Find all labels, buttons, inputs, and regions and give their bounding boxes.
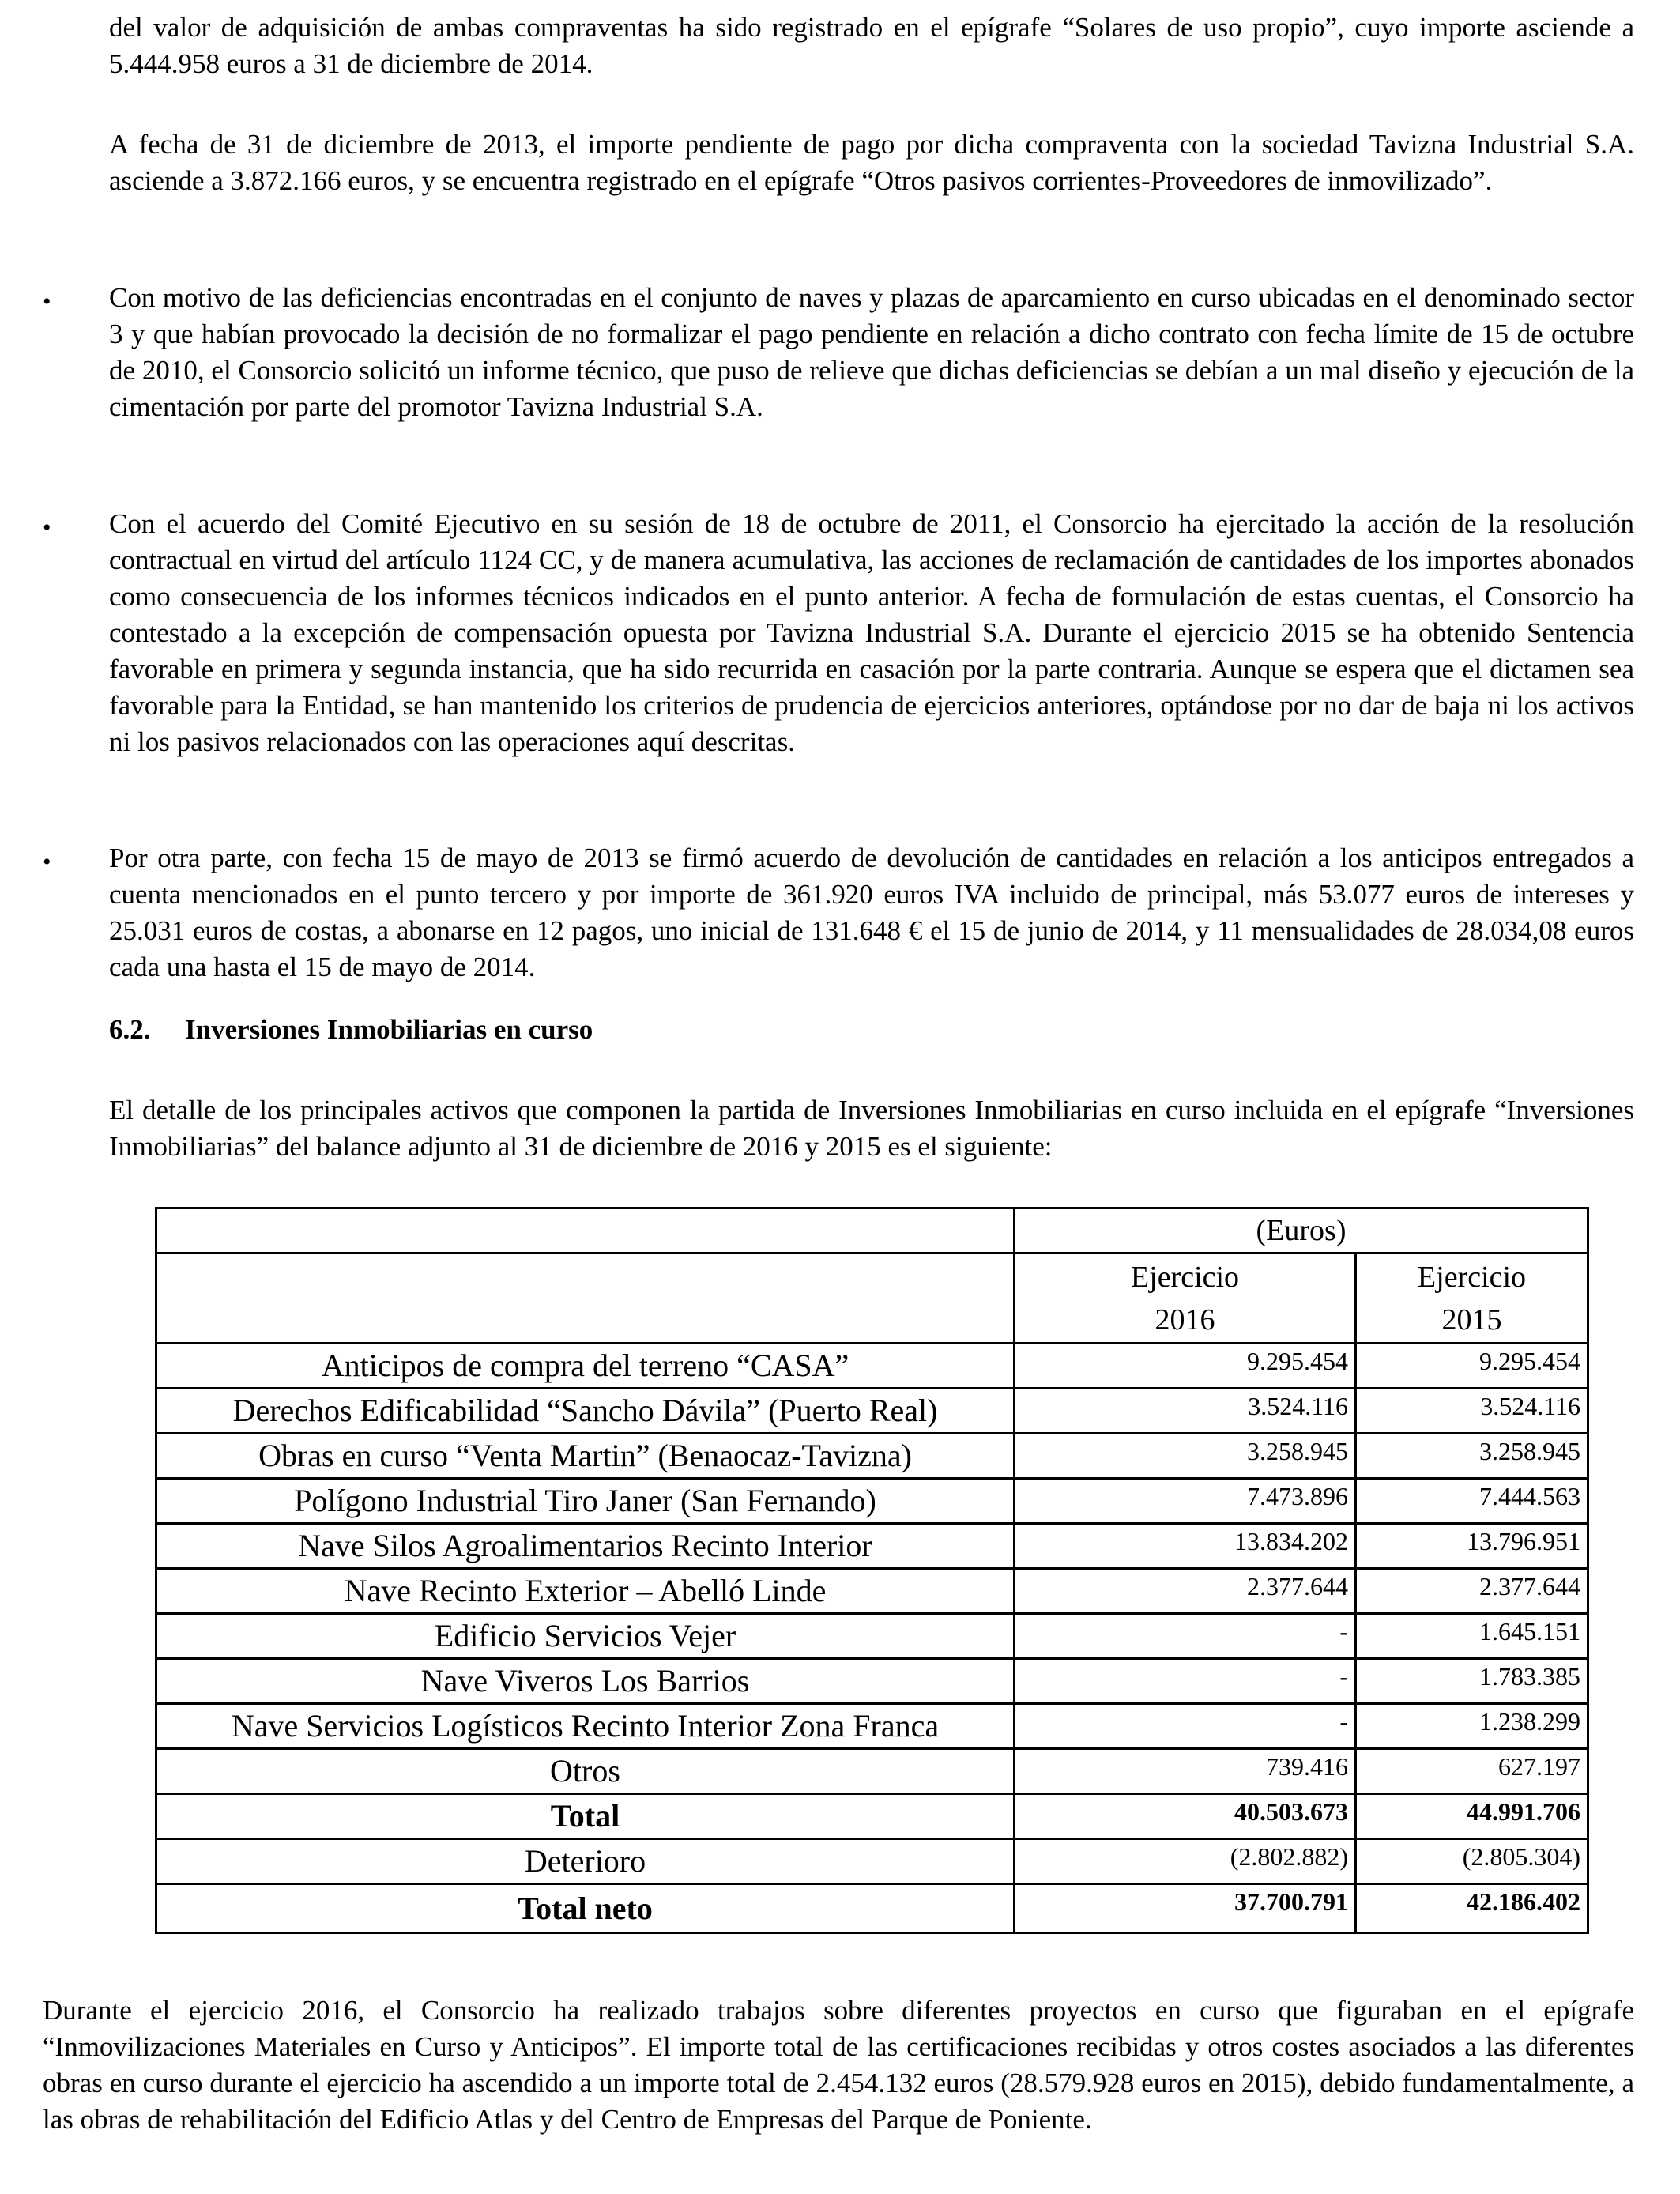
- value-2015: 3.524.116: [1356, 1389, 1588, 1434]
- inversiones-table: [155, 1207, 1589, 1934]
- table-row: [156, 1749, 1588, 1794]
- value-2016: (2.802.882): [1015, 1839, 1356, 1884]
- table-row: [156, 1614, 1588, 1659]
- column-header-line: Ejercicio: [1130, 1260, 1240, 1294]
- paragraph-intro-table: El detalle de los principales activos que componen la partida de Inversiones Inmobiliarias en curso incluida en el epígrafe “Inversiones Inmobiliarias” del balance adjunto al 31 de diciembre de 2016 y 2015 es el siguiente:: [109, 1095, 1634, 1162]
- table-header-row: [156, 1208, 1588, 1253]
- bullet-marker: •: [43, 849, 51, 875]
- column-header-2015: [1356, 1253, 1588, 1344]
- table-row: [156, 1434, 1588, 1479]
- value-2015: 9.295.454: [1356, 1344, 1588, 1389]
- value-2015: 1.783.385: [1356, 1659, 1588, 1704]
- row-label: Total neto: [156, 1884, 1015, 1933]
- paragraph-final: Durante el ejercicio 2016, el Consorcio ha realizado trabajos sobre diferentes proyectos en curso que figuraban en el epígrafe “Inmovilizaciones Materiales en Curso y Anticipos”. El importe total de las certificaciones recibidas y otros costes asociados a las diferentes obras en curso durante el ejercicio ha ascendido a un importe total de 2.454.132 euros (28.579.928 euros en 2015), debido fundamentalmente, a las obras de rehabilitación del Edificio Atlas y del Centro de Empresas del Parque de Poniente.: [43, 1995, 1634, 2135]
- value-2016: 739.416: [1015, 1749, 1356, 1794]
- row-label: Total: [156, 1794, 1015, 1839]
- bullet-paragraph-devolucion: Por otra parte, con fecha 15 de mayo de 2013 se firmó acuerdo de devolución de cantidades en relación a los anticipos entregados a cuenta mencionados en el punto tercero y por importe de 361.920 euros IVA incluido de principal, más 53.077 euros de intereses y 25.031 euros de costas, a abonarse en 12 pagos, uno inicial de 131.648 € el 15 de junio de 2014, y 11 mensualidades de 28.034,08 euros cada una hasta el 15 de mayo de 2014.: [109, 843, 1634, 982]
- value-2016: 37.700.791: [1015, 1884, 1356, 1933]
- column-header-line: 2015: [1441, 1302, 1502, 1336]
- table-row: [156, 1839, 1588, 1884]
- row-label: Anticipos de compra del terreno “CASA”: [156, 1344, 1015, 1389]
- value-2016: 3.258.945: [1015, 1434, 1356, 1479]
- table-row: [156, 1479, 1588, 1524]
- row-label: Obras en curso “Venta Martin” (Benaocaz-Tavizna): [156, 1434, 1015, 1479]
- section-title: Inversiones Inmobiliarias en curso: [185, 1014, 593, 1045]
- row-label: Edificio Servicios Vejer: [156, 1614, 1015, 1659]
- value-2015: 3.258.945: [1356, 1434, 1588, 1479]
- table-row: [156, 1794, 1588, 1839]
- row-label: Nave Viveros Los Barrios: [156, 1659, 1015, 1704]
- value-2016: 2.377.644: [1015, 1569, 1356, 1614]
- value-2016: 9.295.454: [1015, 1344, 1356, 1389]
- value-2015: 2.377.644: [1356, 1569, 1588, 1614]
- section-number: 6.2.: [109, 1014, 151, 1045]
- section-heading: [109, 1012, 593, 1048]
- bullet-paragraph-deficiencias: Con motivo de las deficiencias encontradas en el conjunto de naves y plazas de aparcamiento en curso ubicadas en el denominado sector 3 y que habían provocado la decisión de no formalizar el pago pendiente en relación a dicho contrato con fecha límite de 15 de octubre de 2010, el Consorcio solicitó un informe técnico, que puso de relieve que dichas deficiencias se debían a un mal diseño y ejecución de la cimentación por parte del promotor Tavizna Industrial S.A.: [109, 282, 1634, 422]
- value-2015: 42.186.402: [1356, 1884, 1588, 1933]
- bullet-marker: •: [43, 288, 51, 315]
- bullet-paragraph-comite: Con el acuerdo del Comité Ejecutivo en su sesión de 18 de octubre de 2011, el Consorcio ha ejercitado la acción de la resolución contractual en virtud del artículo 1124 CC, y de manera acumulativa, las acciones de reclamación de cantidades de los importes abonados como consecuencia de los informes técnicos indicados en el punto anterior. A fecha de formulación de estas cuentas, el Consorcio ha contestado a la excepción de compensación opuesta por Tavizna Industrial S.A. Durante el ejercicio 2015 se ha obtenido Sentencia favorable en primera y segunda instancia, que ha sido recurrida en casación por la parte contraria. Aunque se espera que el dictamen sea favorable para la Entidad, se han mantenido los criterios de prudencia de ejercicios anteriores, optándose por no dar de baja ni los activos ni los pasivos relacionados con las operaciones aquí descritas.: [109, 508, 1634, 757]
- value-2016: -: [1015, 1704, 1356, 1749]
- value-2015: (2.805.304): [1356, 1839, 1588, 1884]
- value-2016: -: [1015, 1659, 1356, 1704]
- column-header-2016: [1015, 1253, 1356, 1344]
- row-label: Nave Recinto Exterior – Abelló Linde: [156, 1569, 1015, 1614]
- paragraph-pendiente-pago: A fecha de 31 de diciembre de 2013, el importe pendiente de pago por dicha compraventa con la sociedad Tavizna Industrial S.A. asciende a 3.872.166 euros, y se encuentra registrado en el epígrafe “Otros pasivos corrientes-Proveedores de inmovilizado”.: [109, 129, 1634, 196]
- value-2015: 1.645.151: [1356, 1614, 1588, 1659]
- bullet-marker: •: [43, 515, 51, 541]
- row-label: Derechos Edificabilidad “Sancho Dávila” (Puerto Real): [156, 1389, 1015, 1434]
- table-row: [156, 1569, 1588, 1614]
- table-header-blank: [156, 1208, 1015, 1253]
- table-row: [156, 1884, 1588, 1933]
- value-2016: -: [1015, 1614, 1356, 1659]
- value-2015: 7.444.563: [1356, 1479, 1588, 1524]
- table-unit-header: (Euros): [1015, 1208, 1588, 1253]
- paragraph-solares: del valor de adquisición de ambas compraventas ha sido registrado en el epígrafe “Solares de uso propio”, cuyo importe asciende a 5.444.958 euros a 31 de diciembre de 2014.: [109, 12, 1634, 79]
- row-label: Nave Silos Agroalimentarios Recinto Interior: [156, 1524, 1015, 1569]
- table-row: [156, 1524, 1588, 1569]
- row-label: Otros: [156, 1749, 1015, 1794]
- row-label: Polígono Industrial Tiro Janer (San Fernando): [156, 1479, 1015, 1524]
- column-header-line: Ejercicio: [1417, 1260, 1527, 1294]
- table-header-blank: [156, 1253, 1015, 1344]
- value-2015: 627.197: [1356, 1749, 1588, 1794]
- value-2015: 13.796.951: [1356, 1524, 1588, 1569]
- column-header-line: 2016: [1155, 1302, 1215, 1336]
- value-2016: 3.524.116: [1015, 1389, 1356, 1434]
- table-header-row: [156, 1253, 1588, 1344]
- value-2015: 1.238.299: [1356, 1704, 1588, 1749]
- value-2016: 13.834.202: [1015, 1524, 1356, 1569]
- table-row: [156, 1389, 1588, 1434]
- table-row: [156, 1704, 1588, 1749]
- table-row: [156, 1344, 1588, 1389]
- value-2015: 44.991.706: [1356, 1794, 1588, 1839]
- row-label: Nave Servicios Logísticos Recinto Interior Zona Franca: [156, 1704, 1015, 1749]
- value-2016: 7.473.896: [1015, 1479, 1356, 1524]
- value-2016: 40.503.673: [1015, 1794, 1356, 1839]
- table-row: [156, 1659, 1588, 1704]
- row-label: Deterioro: [156, 1839, 1015, 1884]
